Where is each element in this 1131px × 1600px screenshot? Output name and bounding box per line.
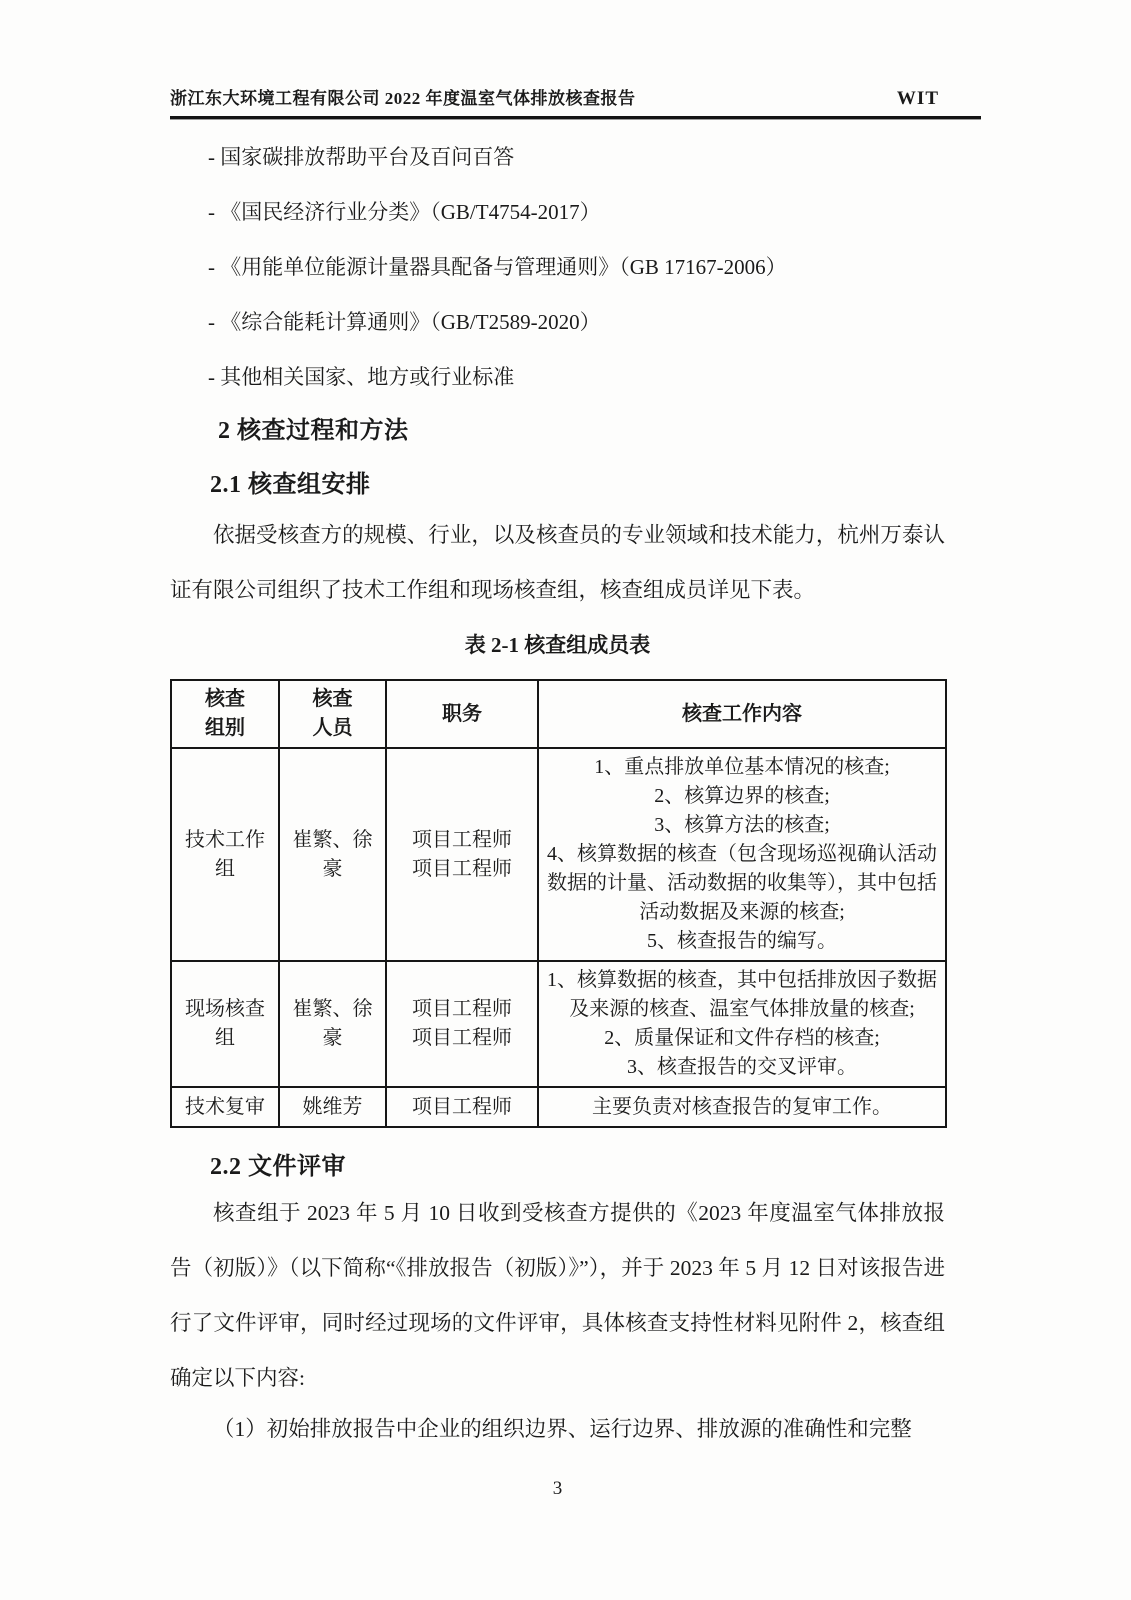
- section-heading-2-1: 2.1 核查组安排: [210, 472, 371, 498]
- col-header-members: 核查 人员: [279, 680, 386, 748]
- reference-item: - 《国民经济行业分类》（GB/T4754-2017）: [208, 200, 601, 224]
- section-2-2-paragraph-2: （1）初始排放报告中企业的组织边界、运行边界、排放源的准确性和完整: [213, 1417, 912, 1441]
- reference-item: - 国家碳排放帮助平台及百问百答: [208, 145, 515, 169]
- header-divider: [170, 116, 981, 120]
- reference-item: - 《综合能耗计算通则》（GB/T2589-2020）: [208, 310, 601, 334]
- verification-team-table: [170, 679, 947, 1128]
- cell-titles: 项目工程师 项目工程师: [386, 961, 538, 1087]
- cell-group: 现场核查组: [171, 961, 279, 1087]
- cell-members: 崔繁、徐豪: [279, 748, 386, 961]
- header-report-title: 浙江东大环境工程有限公司 2022 年度温室气体排放核查报告: [170, 89, 636, 108]
- col-header-title: 职务: [386, 680, 538, 748]
- table-row: [171, 748, 946, 961]
- section-heading-2-2: 2.2 文件评审: [210, 1154, 346, 1180]
- reference-item: - 其他相关国家、地方或行业标准: [208, 365, 515, 389]
- section-heading-2: 2 核查过程和方法: [218, 418, 409, 444]
- page-header: [170, 84, 981, 110]
- cell-group: 技术复审: [171, 1087, 279, 1127]
- cell-group: 技术工作组: [171, 748, 279, 961]
- col-header-group: 核查 组别: [171, 680, 279, 748]
- cell-tasks: 主要负责对核查报告的复审工作。: [538, 1087, 946, 1127]
- section-2-2-paragraph-1: 核查组于 2023 年 5 月 10 日收到受核查方提供的《2023 年度温室气体排放报告（初版）》（以下简称“《排放报告（初版）》”），并于 2023 年 5 月 12 日对该报告进行了文件评审，同时经过现场的文件评审，具体核查支持性材料见附件 2，核查组确定以下内容:: [170, 1201, 945, 1390]
- table-caption: 表 2-1 核查组成员表: [464, 633, 651, 657]
- col-header-tasks: 核查工作内容: [538, 680, 946, 748]
- table-header-row: [171, 680, 946, 748]
- reference-item: - 《用能单位能源计量器具配备与管理通则》（GB 17167-2006）: [208, 255, 787, 279]
- cell-tasks: 1、重点排放单位基本情况的核查; 2、核算边界的核查; 3、核算方法的核查; 4、核算数据的核查（包含现场巡视确认活动数据的计量、活动数据的收集等），其中包括活动数据及来源的核查; 5、核查报告的编写。: [538, 748, 946, 961]
- wit-logo: WIT: [896, 88, 939, 109]
- table-row: [171, 961, 946, 1087]
- cell-titles: 项目工程师 项目工程师: [386, 748, 538, 961]
- cell-tasks: 1、核算数据的核查，其中包括排放因子数据及来源的核查、温室气体排放量的核查; 2、质量保证和文件存档的核查; 3、核查报告的交叉评审。: [538, 961, 946, 1087]
- cell-members: 姚维芳: [279, 1087, 386, 1127]
- table-row: [171, 1087, 946, 1127]
- reference-list: [170, 146, 945, 421]
- section-2-1-paragraph: 依据受核查方的规模、行业，以及核查员的专业领域和技术能力，杭州万泰认证有限公司组织了技术工作组和现场核查组，核查组成员详见下表。: [170, 523, 945, 602]
- cell-members: 崔繁、徐豪: [279, 961, 386, 1087]
- cell-titles: 项目工程师: [386, 1087, 538, 1127]
- page-number: 3: [552, 1478, 563, 1499]
